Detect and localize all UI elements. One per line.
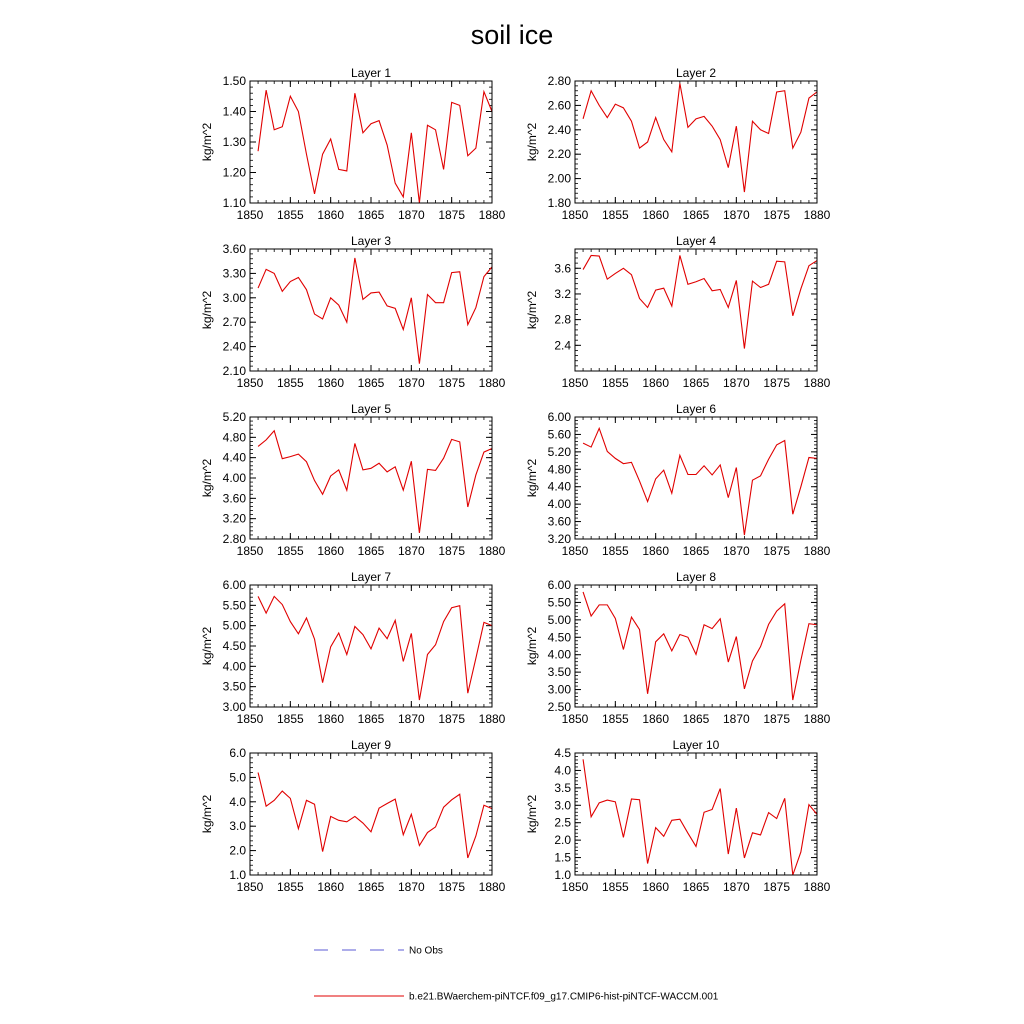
x-tick-label: 1855 bbox=[601, 880, 629, 894]
y-tick-label: 3.50 bbox=[222, 679, 246, 694]
x-tick-label: 1850 bbox=[561, 208, 589, 222]
y-tick-label: 6.00 bbox=[222, 578, 246, 592]
x-tick-label: 1865 bbox=[682, 544, 710, 558]
x-tick-label: 1870 bbox=[397, 376, 425, 390]
x-tick-label: 1860 bbox=[317, 208, 345, 222]
y-tick-label: 2.60 bbox=[547, 98, 571, 113]
x-tick-label: 1855 bbox=[276, 712, 304, 726]
series-line bbox=[583, 592, 817, 700]
y-tick-label: 4.50 bbox=[222, 639, 246, 653]
x-tick-label: 1860 bbox=[642, 208, 670, 222]
y-tick-label: 1.0 bbox=[229, 868, 246, 882]
plot-frame bbox=[575, 249, 817, 371]
x-tick-label: 1880 bbox=[478, 376, 506, 390]
y-tick-label: 2.8 bbox=[554, 312, 571, 327]
x-tick-label: 1855 bbox=[601, 712, 629, 726]
y-tick-label: 2.40 bbox=[547, 122, 571, 137]
x-tick-label: 1880 bbox=[803, 376, 831, 390]
panel-title: Layer 8 bbox=[675, 570, 717, 584]
y-tick-label: 3.00 bbox=[222, 700, 246, 714]
x-tick-label: 1850 bbox=[561, 880, 589, 894]
y-tick-label: 3.60 bbox=[547, 514, 571, 529]
y-tick-label: 4.80 bbox=[547, 462, 571, 477]
series-line bbox=[583, 83, 817, 192]
x-tick-label: 1870 bbox=[397, 880, 425, 894]
plot-frame bbox=[575, 81, 817, 203]
x-tick-label: 1850 bbox=[561, 376, 589, 390]
y-tick-label: 5.50 bbox=[547, 595, 571, 610]
x-tick-label: 1860 bbox=[642, 544, 670, 558]
y-tick-label: 5.20 bbox=[222, 410, 246, 424]
y-axis-label: kg/m^2 bbox=[525, 626, 539, 666]
x-tick-label: 1880 bbox=[478, 544, 506, 558]
y-tick-label: 3.00 bbox=[547, 682, 571, 697]
y-tick-label: 3.60 bbox=[222, 242, 246, 256]
y-tick-label: 3.0 bbox=[554, 798, 571, 813]
y-axis-label: kg/m^2 bbox=[200, 458, 214, 498]
y-tick-label: 4.80 bbox=[222, 430, 246, 445]
panel-2 bbox=[525, 66, 831, 222]
x-tick-label: 1880 bbox=[478, 880, 506, 894]
panel-5 bbox=[200, 402, 506, 558]
y-axis-label: kg/m^2 bbox=[200, 122, 214, 162]
y-tick-label: 2.50 bbox=[547, 700, 571, 714]
panels-grid bbox=[200, 66, 831, 894]
y-tick-label: 3.5 bbox=[554, 780, 571, 795]
x-tick-label: 1880 bbox=[803, 544, 831, 558]
x-tick-label: 1850 bbox=[561, 712, 589, 726]
y-axis-label: kg/m^2 bbox=[525, 458, 539, 498]
y-tick-label: 5.60 bbox=[547, 427, 571, 442]
y-tick-label: 4.00 bbox=[222, 471, 246, 485]
x-tick-label: 1875 bbox=[763, 376, 791, 390]
y-tick-label: 4.00 bbox=[547, 647, 571, 662]
x-tick-label: 1870 bbox=[397, 544, 425, 558]
series-line bbox=[258, 258, 492, 364]
x-tick-label: 1880 bbox=[803, 880, 831, 894]
x-tick-label: 1865 bbox=[357, 376, 385, 390]
y-tick-label: 1.5 bbox=[554, 850, 571, 865]
y-axis-label: kg/m^2 bbox=[200, 794, 214, 834]
no-obs-legend-label: No Obs bbox=[409, 945, 443, 957]
y-tick-label: 2.20 bbox=[547, 147, 571, 162]
x-tick-label: 1850 bbox=[236, 880, 264, 894]
panel-title: Layer 2 bbox=[675, 66, 717, 80]
series-line bbox=[258, 431, 492, 533]
model-legend-label: b.e21.BWaerchem-piNTCF.f09_g17.CMIP6-hist-piNTCF-WACCM.001 bbox=[409, 991, 719, 1003]
plot-frame bbox=[575, 753, 817, 875]
x-tick-label: 1855 bbox=[601, 376, 629, 390]
series-line bbox=[258, 596, 492, 700]
y-tick-label: 4.50 bbox=[547, 630, 571, 645]
x-tick-label: 1880 bbox=[478, 712, 506, 726]
x-tick-label: 1875 bbox=[763, 880, 791, 894]
panel-title: Layer 1 bbox=[350, 66, 392, 80]
x-tick-label: 1855 bbox=[601, 208, 629, 222]
x-tick-label: 1860 bbox=[642, 880, 670, 894]
panel-title: Layer 7 bbox=[350, 570, 392, 584]
x-tick-label: 1880 bbox=[803, 712, 831, 726]
x-tick-label: 1850 bbox=[236, 544, 264, 558]
x-tick-label: 1860 bbox=[317, 880, 345, 894]
y-tick-label: 5.20 bbox=[547, 444, 571, 459]
y-tick-label: 1.30 bbox=[222, 135, 246, 149]
x-tick-label: 1865 bbox=[682, 376, 710, 390]
y-tick-label: 2.4 bbox=[554, 338, 571, 353]
y-tick-label: 3.20 bbox=[222, 511, 246, 526]
y-axis-label: kg/m^2 bbox=[525, 794, 539, 834]
y-tick-label: 6.00 bbox=[547, 410, 571, 424]
plot-frame bbox=[250, 753, 492, 875]
y-tick-label: 2.10 bbox=[222, 364, 246, 378]
y-axis-label: kg/m^2 bbox=[525, 122, 539, 162]
y-tick-label: 2.0 bbox=[229, 843, 246, 858]
plot-frame bbox=[575, 417, 817, 539]
panel-9 bbox=[200, 738, 506, 894]
x-tick-label: 1880 bbox=[803, 208, 831, 222]
y-tick-label: 3.30 bbox=[222, 266, 246, 281]
y-tick-label: 1.20 bbox=[222, 165, 246, 180]
x-tick-label: 1855 bbox=[276, 880, 304, 894]
y-tick-label: 1.10 bbox=[222, 196, 246, 210]
x-tick-label: 1865 bbox=[357, 544, 385, 558]
x-tick-label: 1875 bbox=[438, 208, 466, 222]
y-tick-label: 5.0 bbox=[229, 770, 246, 785]
x-tick-label: 1875 bbox=[763, 208, 791, 222]
x-tick-label: 1850 bbox=[236, 208, 264, 222]
x-tick-label: 1870 bbox=[722, 712, 750, 726]
series-line bbox=[258, 773, 492, 858]
y-tick-label: 3.60 bbox=[222, 491, 246, 506]
x-tick-label: 1865 bbox=[357, 208, 385, 222]
y-tick-label: 1.80 bbox=[547, 196, 571, 210]
x-tick-label: 1865 bbox=[357, 712, 385, 726]
y-tick-label: 3.50 bbox=[547, 665, 571, 680]
legend bbox=[314, 946, 719, 1003]
panel-title: Layer 4 bbox=[675, 234, 717, 248]
panel-title: Layer 9 bbox=[350, 738, 392, 752]
y-tick-label: 3.2 bbox=[554, 286, 571, 301]
x-tick-label: 1870 bbox=[722, 376, 750, 390]
y-axis-label: kg/m^2 bbox=[200, 626, 214, 666]
panel-8 bbox=[525, 570, 831, 726]
y-tick-label: 6.00 bbox=[547, 578, 571, 592]
x-tick-label: 1855 bbox=[276, 208, 304, 222]
y-tick-label: 4.0 bbox=[229, 794, 246, 809]
x-tick-label: 1850 bbox=[561, 544, 589, 558]
plot-frame bbox=[250, 585, 492, 707]
y-tick-label: 4.0 bbox=[554, 763, 571, 778]
panel-title: Layer 5 bbox=[350, 402, 392, 416]
x-tick-label: 1875 bbox=[438, 544, 466, 558]
y-tick-label: 3.0 bbox=[229, 819, 246, 834]
x-tick-label: 1875 bbox=[438, 712, 466, 726]
panel-title: Layer 3 bbox=[350, 234, 392, 248]
y-tick-label: 3.6 bbox=[554, 261, 571, 276]
series-line bbox=[583, 255, 817, 348]
y-tick-label: 4.00 bbox=[547, 497, 571, 512]
panel-title: Layer 6 bbox=[675, 402, 717, 416]
x-tick-label: 1870 bbox=[397, 208, 425, 222]
panel-1 bbox=[200, 66, 506, 222]
y-tick-label: 6.0 bbox=[229, 746, 246, 760]
y-tick-label: 3.00 bbox=[222, 290, 246, 305]
x-tick-label: 1875 bbox=[438, 880, 466, 894]
x-tick-label: 1870 bbox=[722, 208, 750, 222]
x-tick-label: 1865 bbox=[682, 208, 710, 222]
panel-title: Layer 10 bbox=[672, 738, 720, 752]
y-tick-label: 4.00 bbox=[222, 659, 246, 674]
y-tick-label: 3.20 bbox=[547, 532, 571, 546]
panel-7 bbox=[200, 570, 506, 726]
x-tick-label: 1865 bbox=[682, 712, 710, 726]
x-tick-label: 1860 bbox=[317, 544, 345, 558]
plot-frame bbox=[250, 249, 492, 371]
x-tick-label: 1865 bbox=[682, 880, 710, 894]
y-tick-label: 2.80 bbox=[222, 532, 246, 546]
x-tick-label: 1850 bbox=[236, 712, 264, 726]
plot-frame bbox=[250, 417, 492, 539]
y-tick-label: 2.5 bbox=[554, 815, 571, 830]
panel-6 bbox=[525, 402, 831, 558]
y-tick-label: 5.00 bbox=[222, 618, 246, 633]
x-tick-label: 1855 bbox=[276, 376, 304, 390]
series-line bbox=[583, 428, 817, 535]
y-tick-label: 1.50 bbox=[222, 74, 246, 88]
y-tick-label: 2.0 bbox=[554, 833, 571, 848]
panel-3 bbox=[200, 234, 506, 390]
y-tick-label: 2.40 bbox=[222, 339, 246, 354]
panel-10 bbox=[525, 738, 831, 894]
x-tick-label: 1880 bbox=[478, 208, 506, 222]
x-tick-label: 1855 bbox=[276, 544, 304, 558]
plot-frame bbox=[575, 585, 817, 707]
y-tick-label: 2.00 bbox=[547, 171, 571, 186]
series-line bbox=[258, 90, 492, 203]
y-tick-label: 1.0 bbox=[554, 868, 571, 882]
x-tick-label: 1875 bbox=[763, 544, 791, 558]
x-tick-label: 1855 bbox=[601, 544, 629, 558]
x-tick-label: 1850 bbox=[236, 376, 264, 390]
y-tick-label: 2.80 bbox=[547, 74, 571, 88]
y-tick-label: 4.40 bbox=[222, 450, 246, 465]
x-tick-label: 1875 bbox=[438, 376, 466, 390]
y-axis-label: kg/m^2 bbox=[200, 290, 214, 330]
x-tick-label: 1870 bbox=[397, 712, 425, 726]
y-tick-label: 5.50 bbox=[222, 598, 246, 613]
y-axis-label: kg/m^2 bbox=[525, 290, 539, 330]
y-tick-label: 5.00 bbox=[547, 612, 571, 627]
x-tick-label: 1870 bbox=[722, 544, 750, 558]
panel-4 bbox=[525, 234, 831, 390]
figure-title: soil ice bbox=[470, 20, 554, 50]
y-tick-label: 2.70 bbox=[222, 315, 246, 330]
x-tick-label: 1860 bbox=[642, 376, 670, 390]
x-tick-label: 1860 bbox=[317, 376, 345, 390]
series-line bbox=[583, 759, 817, 875]
x-tick-label: 1875 bbox=[763, 712, 791, 726]
x-tick-label: 1865 bbox=[357, 880, 385, 894]
x-tick-label: 1860 bbox=[642, 712, 670, 726]
x-tick-label: 1860 bbox=[317, 712, 345, 726]
y-tick-label: 1.40 bbox=[222, 104, 246, 119]
y-tick-label: 4.5 bbox=[554, 746, 571, 760]
plot-frame bbox=[250, 81, 492, 203]
y-tick-label: 4.40 bbox=[547, 479, 571, 494]
x-tick-label: 1870 bbox=[722, 880, 750, 894]
